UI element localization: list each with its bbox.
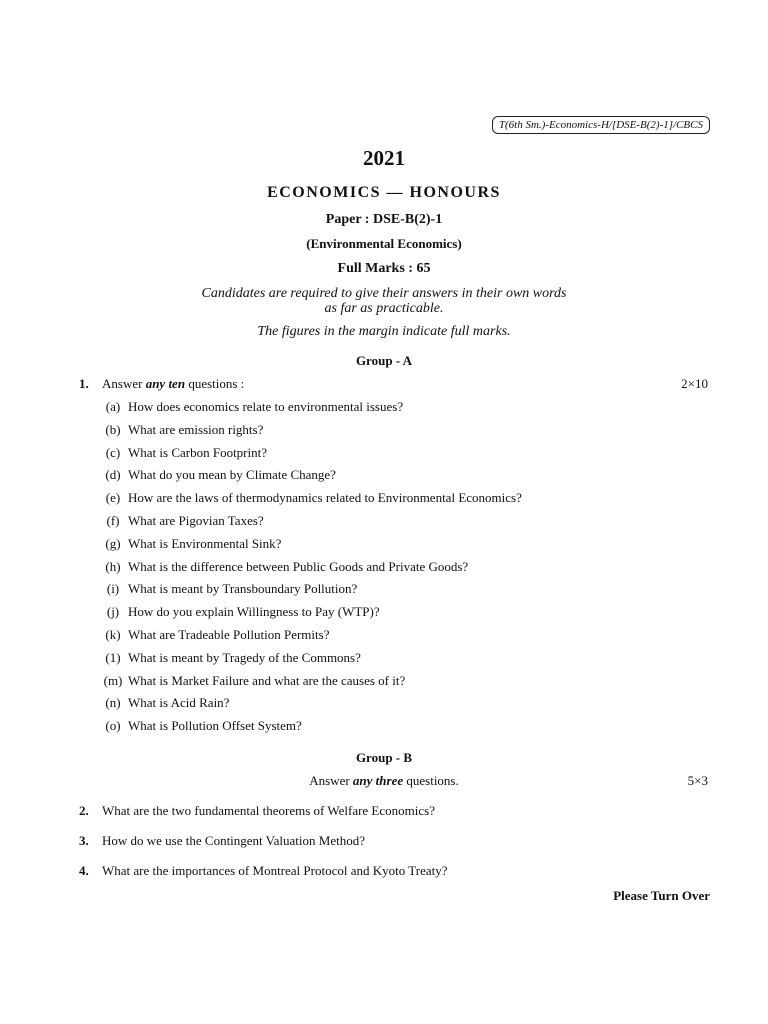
subitem-label: (h) <box>105 559 121 574</box>
subitem-question: What is Environmental Sink? <box>128 536 282 551</box>
subitem-question: What do you mean by Climate Change? <box>128 467 336 482</box>
subitem-question: How are the laws of thermodynamics related to Environmental Economics? <box>128 490 522 505</box>
question-number: 2. <box>79 803 89 818</box>
subitem-label: (b) <box>105 422 121 437</box>
question-text: What are the two fundamental theorems of Welfare Economics? <box>102 803 435 818</box>
subitem-question: What are emission rights? <box>128 422 264 437</box>
paper-area: (Environmental Economics) <box>306 236 462 251</box>
subitem-question: What is the difference between Public Goods and Private Goods? <box>128 559 469 574</box>
full-marks: Full Marks : 65 <box>337 261 431 276</box>
subitem-label: (k) <box>105 627 121 642</box>
subitem-label: (e) <box>105 490 121 505</box>
subitem-label: (d) <box>105 467 121 482</box>
subitem-label: (c) <box>105 445 121 460</box>
instruction-answers <box>0 286 768 316</box>
gb-post: questions. <box>406 773 459 788</box>
instruction-line-2: as far as practicable. <box>324 301 444 316</box>
paper-code: T(6th Sm.)-Economics-H/[DSE-B(2)-1]/CBCS <box>492 116 710 134</box>
subitem-label: (i) <box>106 581 120 596</box>
subitem-label: (a) <box>105 399 121 414</box>
question-number: 1. <box>79 376 89 391</box>
subitem-question: How does economics relate to environmental issues? <box>128 399 404 414</box>
subitem-question: What is Carbon Footprint? <box>128 445 268 460</box>
question-number: 4. <box>79 863 89 878</box>
subitem-label: (g) <box>105 536 121 551</box>
please-turn-over: Please Turn Over <box>613 888 710 903</box>
subitem-label: (f) <box>106 513 120 528</box>
question-number: 3. <box>79 833 89 848</box>
gb-emphasis: any three <box>352 773 404 788</box>
gb-pre: Answer <box>309 773 350 788</box>
paper-code-line: Paper : DSE-B(2)-1 <box>325 212 443 227</box>
subitem-label: (m) <box>103 673 123 688</box>
subitem-question: What are Pigovian Taxes? <box>128 513 264 528</box>
q1-pre: Answer <box>102 376 143 391</box>
subitem-label: (n) <box>105 695 121 710</box>
q1-emphasis: any ten <box>145 376 186 391</box>
question-1-instruction <box>102 376 244 392</box>
question-text: What are the importances of Montreal Protocol and Kyoto Treaty? <box>102 863 448 878</box>
q1-post: questions : <box>188 376 245 391</box>
subitem-question: How do you explain Willingness to Pay (WTP)? <box>128 604 380 619</box>
question-text: How do we use the Contingent Valuation Method? <box>102 833 365 848</box>
instruction-margin: The figures in the margin indicate full marks. <box>257 324 511 339</box>
subitem-question: What is meant by Tragedy of the Commons? <box>128 650 361 665</box>
instruction-line-1: Candidates are required to give their answers in their own words <box>201 286 567 301</box>
group-b-title: Group - B <box>355 750 413 765</box>
question-1-marks: 2×10 <box>681 376 708 391</box>
subitem-label: (j) <box>106 604 120 619</box>
group-b-instruction <box>0 773 768 789</box>
subitem-question: What is Pollution Offset System? <box>128 718 302 733</box>
subitem-question: What is meant by Transboundary Pollution? <box>128 581 358 596</box>
subject-title: ECONOMICS — HONOURS <box>267 184 501 201</box>
exam-year: 2021 <box>363 146 405 170</box>
subitem-question: What are Tradeable Pollution Permits? <box>128 627 330 642</box>
subitem-label: (1) <box>105 650 121 665</box>
subitem-question: What is Acid Rain? <box>128 695 230 710</box>
subitem-label: (o) <box>105 718 121 733</box>
group-a-title: Group - A <box>355 353 413 368</box>
subitem-question: What is Market Failure and what are the causes of it? <box>128 673 406 688</box>
group-b-marks: 5×3 <box>687 773 708 788</box>
